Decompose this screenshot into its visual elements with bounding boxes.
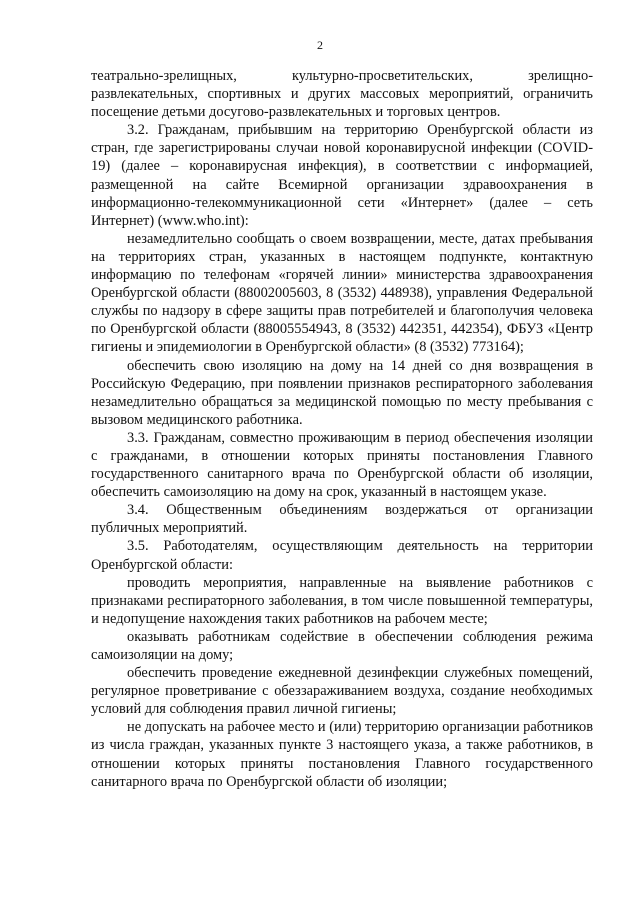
paragraph-no-admission: не допускать на рабочее место и (или) территорию организации работников из числа граждан, указанных пункте 3 настоящего указа, а также работников, в отношении которых приняты постановления Главного государственного санитарного врача по Оренбургской области об изоляции;: [91, 719, 593, 790]
paragraph-3-3: 3.3. Гражданам, совместно проживающим в период обеспечения изоляции с гражданами, в отношении которых приняты постановления Главного государственного санитарного врача по Оренбургской области об изоляции, обеспечить самоизоляцию на дому на срок, указанный в настоящем указе.: [91, 429, 593, 501]
paragraph-disinfection: обеспечить проведение ежедневной дезинфекции служебных помещений, регулярное проветривание с обеззараживанием воздуха, создание необходимых условий для соблюдения правил личной гигиены;: [91, 665, 593, 718]
paragraph-report-return: незамедлительно сообщать о своем возвращении, месте, датах пребывания на территориях стран, указанных в настоящем подпункте, контактную информацию по телефонам «горячей линии» министерства здравоохранения Оренбургской области (88002005603, 8 (3532) 448938), управления Федеральной службы по надзору в сфере защиты прав потребителей и благополучия человека по Оренбургской области (88005554943, 8 (3532) 442351, 442354), ФБУЗ «Центр гигиены и эпидемиологии в Оренбургской области» (8 (3532) 773164);: [91, 230, 593, 356]
paragraph-continuation: театрально-зрелищных, культурно-просветительских, зрелищно-развлекательных, спортивных и других массовых мероприятий, ограничить посещение детьми досугово-развлекательных и торговых центров.: [91, 68, 593, 121]
paragraph-identify-workers: проводить мероприятия, направленные на выявление работников с признаками респираторного заболевания, в том числе повышенной температуры, и недопущение нахождения таких работников на рабочем месте;: [91, 574, 593, 627]
paragraph-3-5: 3.5. Работодателям, осуществляющим деятельность на территории Оренбургской области:: [91, 538, 593, 573]
document-body: [91, 67, 593, 791]
paragraph-3-4: 3.4. Общественным объединениям воздержаться от организации публичных мероприятий.: [91, 502, 593, 537]
paragraph-assist-workers: оказывать работникам содействие в обеспечении соблюдения режима самоизоляции на дому;: [91, 628, 593, 663]
paragraph-self-isolation: обеспечить свою изоляцию на дому на 14 дней со дня возвращения в Российскую Федерацию, при появлении признаков респираторного заболевания незамедлительно обращаться за медицинской помощью по месту пребывания с вызовом медицинского работника.: [91, 357, 593, 428]
paragraph-3-2: 3.2. Гражданам, прибывшим на территорию Оренбургской области из стран, где зарегистрированы случаи новой коронавирусной инфекции (COVID-19) (далее – коронавирусная инфекция), в соответствии с информацией, размещенной на сайте Всемирной организации здравоохранения в информационно-телекоммуникационной сети «Интернет» (далее – сеть Интернет) (www.who.int):: [91, 122, 593, 229]
page-number: 2: [317, 38, 323, 52]
